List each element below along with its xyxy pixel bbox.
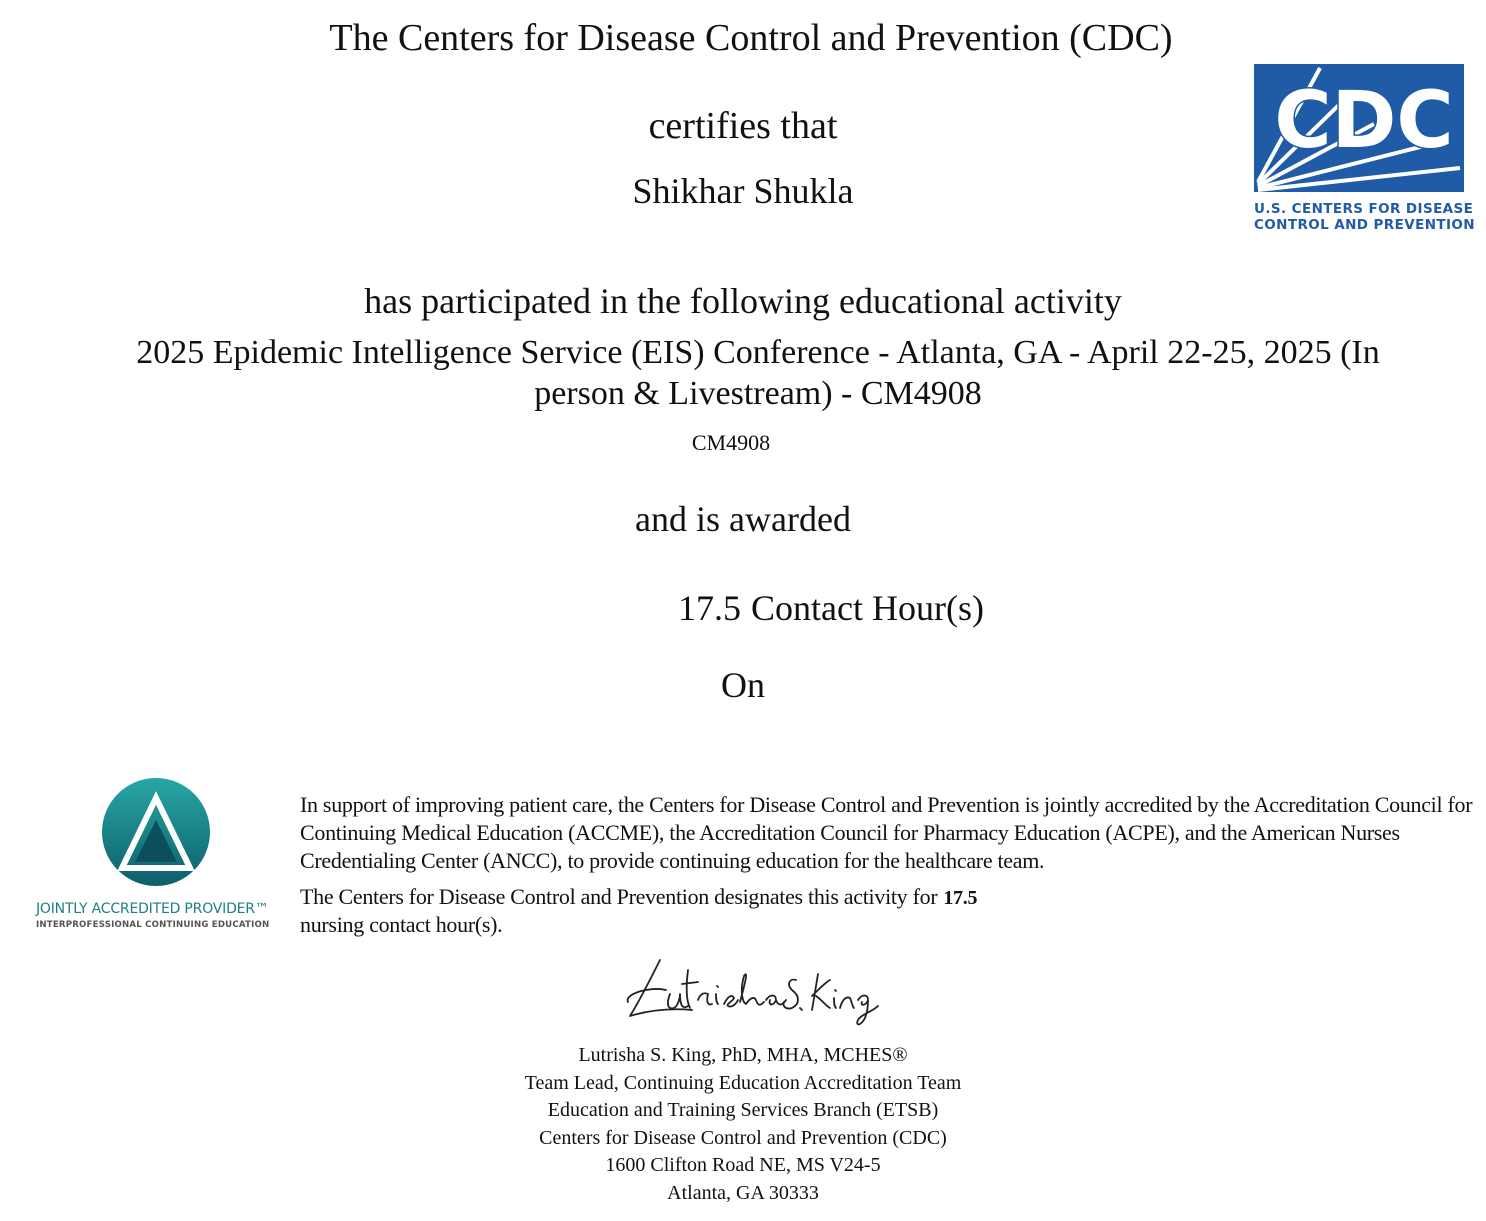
participation-text: has participated in the following educational activity: [364, 281, 1122, 321]
signature-image: [620, 950, 890, 1035]
contact-hours: [678, 587, 984, 629]
awarded-text: and is awarded: [635, 499, 851, 539]
cdc-logo-caption-line2: CONTROL AND PREVENTION: [1254, 217, 1476, 233]
joint-accreditation-line1: JOINTLY ACCREDITED PROVIDER™: [36, 901, 269, 917]
signature-name: Lutrisha S. King: [620, 950, 627, 951]
signer-title: Team Lead, Continuing Education Accreditation Team: [524, 1071, 962, 1094]
cdc-logo-caption-line1: U.S. CENTERS FOR DISEASE: [1254, 201, 1474, 217]
signer-name: Lutrisha S. King, PhD, MHA, MCHES®: [578, 1044, 908, 1066]
handwritten-signature: [620, 950, 890, 1030]
signer-organization: Centers for Disease Control and Prevention (CDC): [539, 1126, 947, 1149]
designation-prefix: The Centers for Disease Control and Prevention designates this activity for: [300, 884, 938, 909]
designation-suffix: nursing contact hour(s).: [300, 912, 503, 937]
triangle-circle-icon: [100, 776, 212, 888]
signer-address-line2: Atlanta, GA 30333: [667, 1181, 819, 1204]
contact-hours-unit: Contact Hour(s): [751, 588, 984, 628]
signer-block: [0, 1042, 1486, 1207]
designation-hours: 17.5: [943, 887, 978, 909]
contact-hours-value: 17.5: [678, 588, 741, 628]
recipient-name: Shikhar Shukla: [632, 171, 854, 211]
issuer-heading: The Centers for Disease Control and Prevention (CDC): [329, 17, 1173, 59]
cdc-logo: [1254, 64, 1476, 233]
designation-statement: [300, 883, 977, 912]
cdc-logo-letters: CDC: [1274, 76, 1454, 166]
joint-accreditation-logo: [36, 776, 286, 930]
certifies-text: certifies that: [648, 105, 838, 147]
activity-title: 2025 Epidemic Intelligence Service (EIS) Conference - Atlanta, GA - April 22-25, 2025 (In person & Livestream) - CM4908: [136, 334, 1380, 412]
signer-address-line1: 1600 Clifton Road NE, MS V24-5: [605, 1154, 881, 1176]
accreditation-statement: In support of improving patient care, the Centers for Disease Control and Prevention is jointly accredited by the Accreditation Council for Continuing Medical Education (ACCME), the Accreditation Council for Pharmacy Education (ACPE), and the American Nurses Credentialing Center (ANCC), to provide continuing education for the healthcare team.: [300, 792, 1473, 873]
cdc-logo-caption: [1254, 201, 1476, 233]
on-label: On: [721, 665, 765, 705]
joint-accreditation-line2: INTERPROFESSIONAL CONTINUING EDUCATION: [36, 920, 270, 930]
cdc-logo-mark: [1254, 64, 1464, 192]
signer-branch: Education and Training Services Branch (ETSB): [547, 1099, 939, 1121]
activity-code: CM4908: [691, 430, 771, 455]
